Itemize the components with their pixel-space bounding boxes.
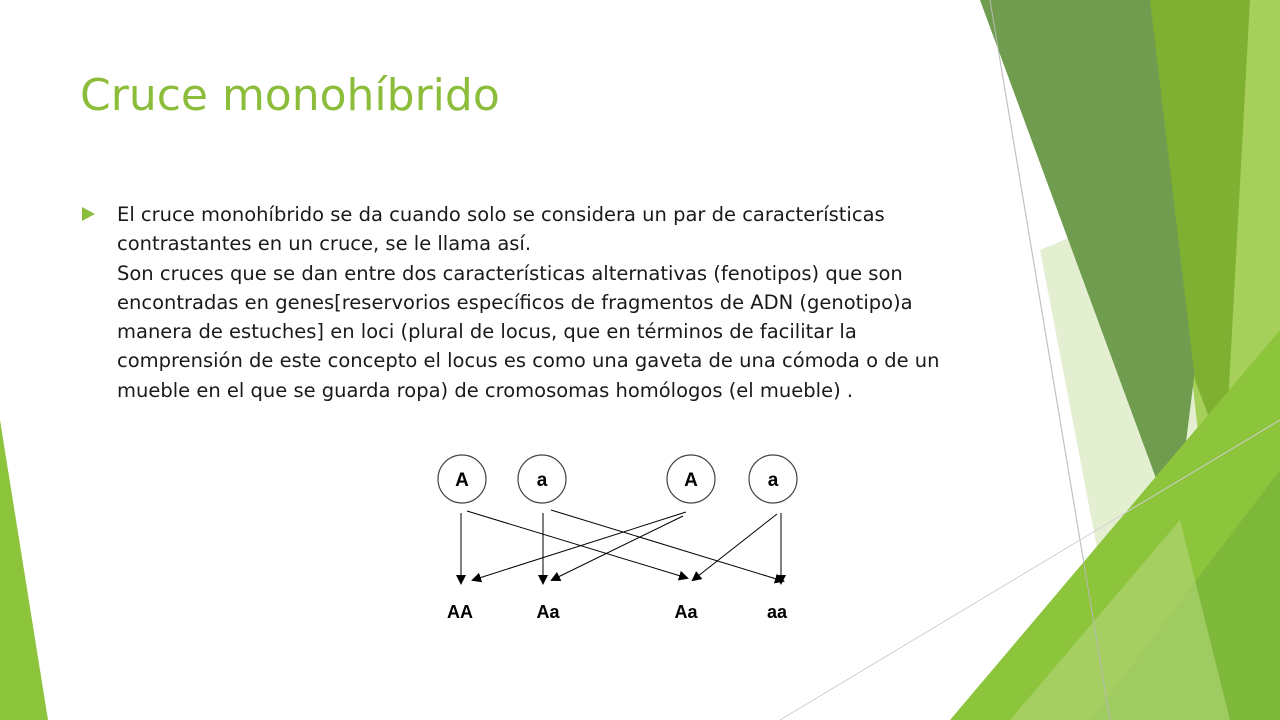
parent-allele-2 (518, 455, 566, 503)
parent-allele-label: a (767, 470, 779, 491)
cross-diagram (425, 445, 815, 635)
parent-allele-label: A (455, 470, 469, 491)
offspring-genotype-1: AA (447, 602, 473, 622)
parent-allele-1 (438, 455, 486, 503)
triangle-bullet-icon (80, 206, 96, 222)
parent-allele-label: a (536, 470, 548, 491)
parent-allele-3 (667, 455, 715, 503)
slide-title: Cruce monohíbrido (80, 70, 500, 121)
parent-allele-4 (749, 455, 797, 503)
slide-content (80, 200, 980, 405)
paragraph-1: El cruce monohíbrido se da cuando solo se considera un par de características contrastantes en un cruce, se le llama así. (117, 203, 885, 256)
bullet-text (117, 200, 980, 405)
paragraph-2: Son cruces que se dan entre dos características alternativas (fenotipos) que son encontradas en genes[reservorios específicos de fragmentos de ADN (genotipo)a manera de estuches] en loci (plural de locus, que en términos de facilitar la comprensión de este concepto el locus es como una gaveta de una cómoda o de un mueble en el que se guarda ropa) de cromosomas homólogos (el mueble) . (117, 261, 940, 402)
left-green-shape (0, 420, 48, 720)
offspring-genotype-2: Aa (536, 602, 560, 622)
arrow-a4-to-Aa2 (693, 514, 777, 580)
offspring-genotype-3: Aa (674, 602, 698, 622)
offspring-genotype-4: aa (766, 602, 788, 622)
parent-allele-label: A (684, 470, 698, 491)
arrow-a2-to-aa (551, 510, 783, 581)
bullet-item (80, 200, 980, 405)
